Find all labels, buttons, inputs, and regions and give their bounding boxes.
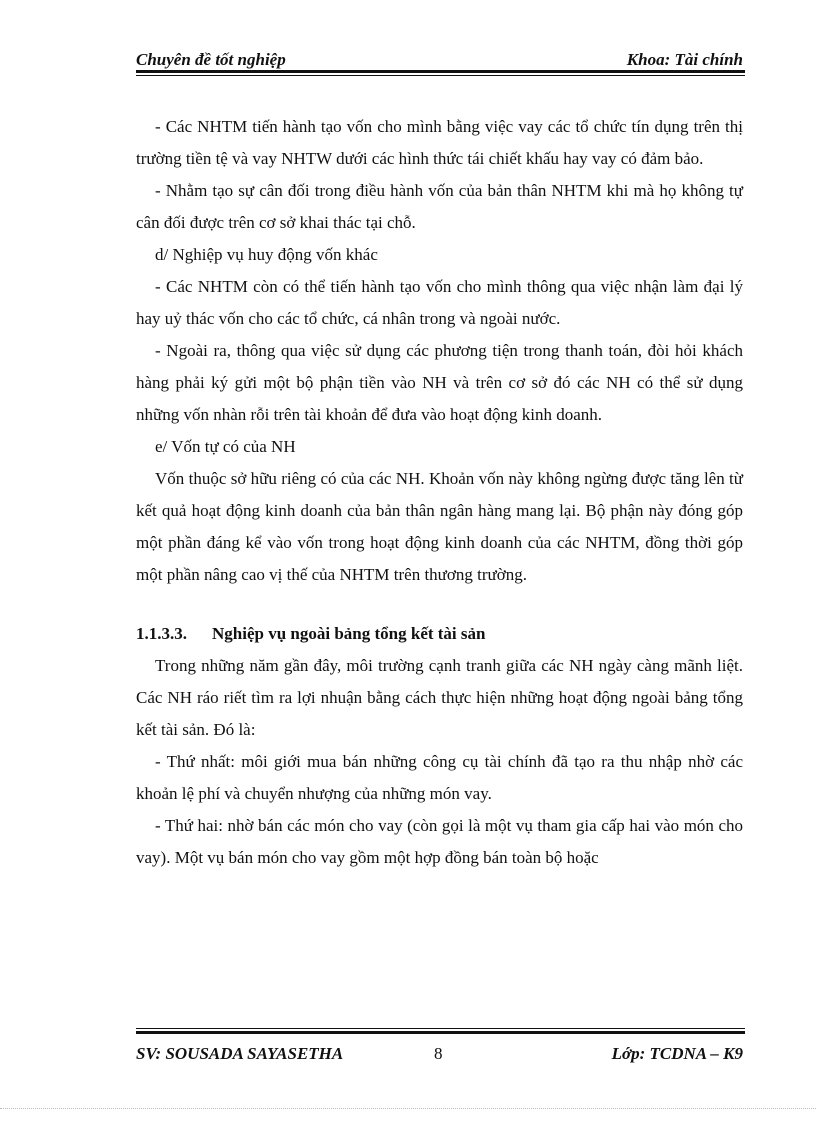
page-bottom-boundary bbox=[0, 1108, 816, 1109]
header-faculty: Khoa: Tài chính bbox=[626, 50, 743, 69]
footer-student: SV: SOUSADA SAYASETHA bbox=[136, 1044, 344, 1063]
paragraph-first: - Thứ nhất: môi giới mua bán những công cụ tài chính đã tạo ra thu nhập nhờ các khoản lệ phí và chuyển nhượng của những món vay. bbox=[136, 752, 743, 803]
footer-class: Lớp: TCDNA – K9 bbox=[611, 1044, 743, 1063]
subheading-own-capital: e/ Vốn tự có của NH bbox=[155, 437, 296, 456]
subheading-other-mobilization: d/ Nghiệp vụ huy động vốn khác bbox=[155, 245, 378, 264]
paragraph-own-capital: Vốn thuộc sở hữu riêng có của các NH. Khoản vốn này không ngừng được tăng lên từ kết quả hoạt động kinh doanh của bản thân ngân hàng mang lại. Bộ phận này đóng góp một phần đáng kể vào vốn trong hoạt động kinh doanh của các NHTM, đồng thời góp một phần nâng cao vị thế của NHTM trên thương trường. bbox=[136, 469, 743, 584]
footer-rule-thick bbox=[136, 1031, 745, 1034]
section-heading bbox=[136, 618, 743, 650]
header-rule-thin bbox=[136, 75, 745, 76]
page-body bbox=[136, 111, 743, 874]
paragraph-competition: Trong những năm gần đây, môi trường cạnh tranh giữa các NH ngày càng mãnh liệt. Các NH ráo riết tìm ra lợi nhuận bằng cách thực hiện những hoạt động ngoài bảng tổng kết tài sản. Đó là: bbox=[136, 656, 743, 739]
paragraph-borrowing: - Các NHTM tiến hành tạo vốn cho mình bằng việc vay các tổ chức tín dụng trên thị trường tiền tệ và vay NHTW dưới các hình thức tái chiết khấu hay vay có đảm bảo. bbox=[136, 117, 743, 168]
paragraph-payment-means: - Ngoài ra, thông qua việc sử dụng các phương tiện trong thanh toán, đòi hỏi khách hàng phải ký gửi một bộ phận tiền vào NH và trên cơ sở đó các NH có thể sử dụng những vốn nhàn rỗi trên tài khoản để đưa vào hoạt động kinh doanh. bbox=[136, 341, 743, 424]
page-number: 8 bbox=[434, 1044, 443, 1063]
section-number: 1.1.3.3. bbox=[136, 624, 187, 643]
header-document-type: Chuyên đề tốt nghiệp bbox=[136, 50, 286, 69]
header-rule-thick bbox=[136, 70, 745, 73]
paragraph-second: - Thứ hai: nhờ bán các món cho vay (còn gọi là một vụ tham gia cấp hai vào món cho vay). Một vụ bán món cho vay gồm một hợp đồng bán toàn bộ hoặc bbox=[136, 816, 743, 867]
footer-rule-thin bbox=[136, 1028, 745, 1029]
paragraph-balance: - Nhằm tạo sự cân đối trong điều hành vốn của bản thân NHTM khi mà họ không tự cân đối được trên cơ sở khai thác tại chỗ. bbox=[136, 181, 743, 232]
page-footer bbox=[136, 1044, 745, 1068]
page-header bbox=[136, 48, 745, 70]
paragraph-agency: - Các NHTM còn có thể tiến hành tạo vốn cho mình thông qua việc nhận làm đại lý hay uỷ thác vốn cho các tổ chức, cá nhân trong và ngoài nước. bbox=[136, 277, 743, 328]
section-title: Nghiệp vụ ngoài bảng tổng kết tài sản bbox=[212, 624, 486, 643]
